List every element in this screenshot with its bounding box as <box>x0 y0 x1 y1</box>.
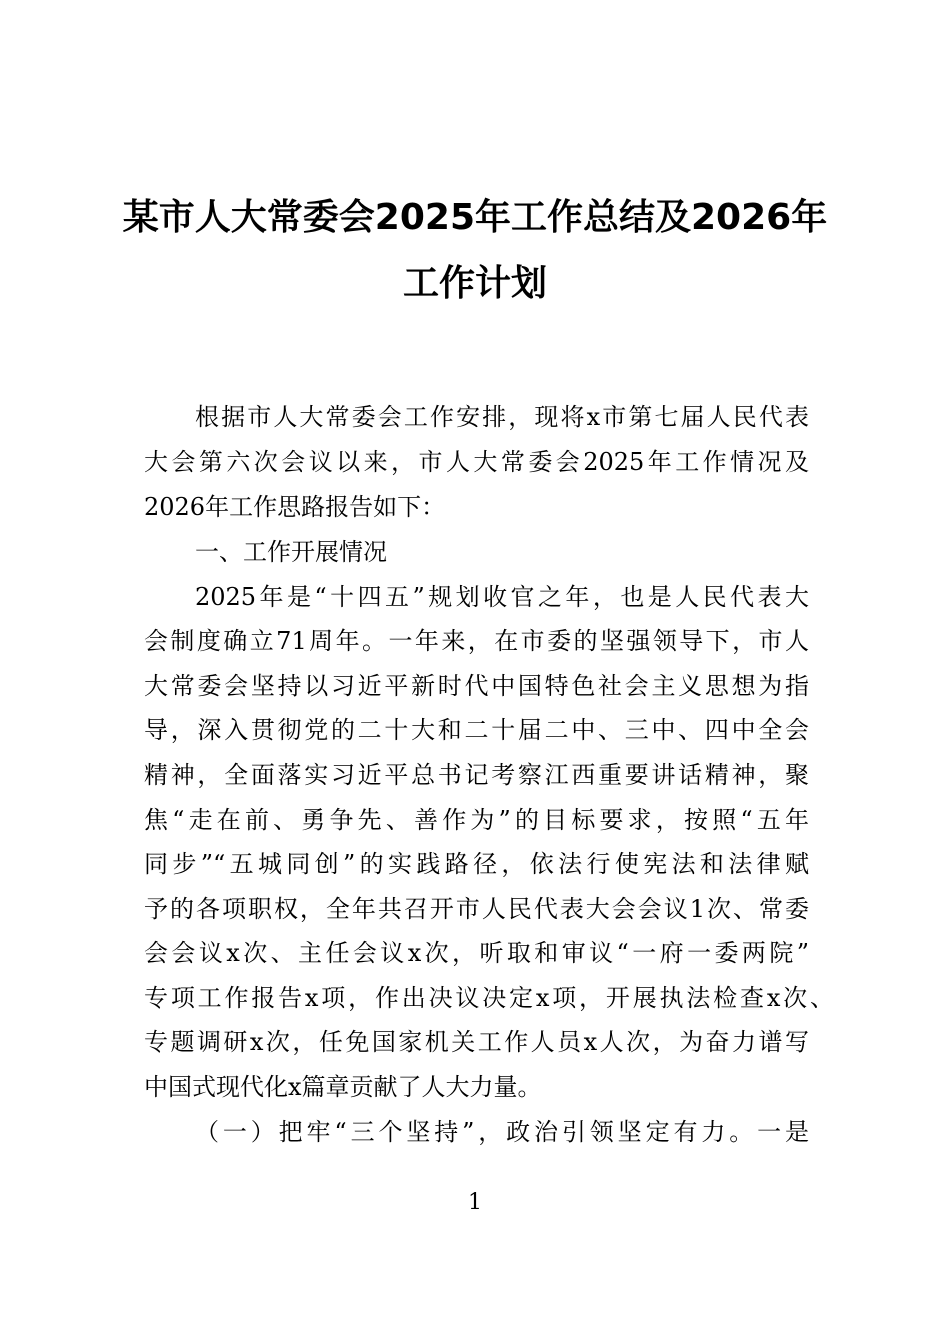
body-paragraph-line: 会制度确立71周年。一年来，在市委的坚强领导下，市人 <box>144 627 809 655</box>
body-paragraph-line: 中国式现代化x篇章贡献了人大力量。 <box>144 1073 542 1101</box>
document-title-line-2: 工作计划 <box>402 263 547 304</box>
body-paragraph-line: 专项工作报告x项，作出决议决定x项，开展执法检查x次、 <box>144 984 834 1012</box>
intro-paragraph-line: 根据市人大常委会工作安排，现将x市第七届人民代表 <box>195 403 809 431</box>
body-paragraph-line: 精神，全面落实习近平总书记考察江西重要讲话精神，聚 <box>144 761 809 789</box>
body-paragraph-line: 予的各项职权，全年共召开市人民代表大会会议1次、常委 <box>144 895 809 923</box>
page-number: 1 <box>468 1190 482 1215</box>
intro-paragraph-line: 2026年工作思路报告如下： <box>144 493 446 521</box>
subsection-paragraph-line: （一）把牢“三个坚持”，政治引领坚定有力。一是 <box>195 1118 809 1146</box>
body-paragraph-line: 会会议x次、主任会议x次，听取和审议“一府一委两院” <box>144 939 809 967</box>
body-paragraph-line: 导，深入贯彻党的二十大和二十届二中、三中、四中全会 <box>144 716 809 744</box>
body-paragraph-line: 大常委会坚持以习近平新时代中国特色社会主义思想为指 <box>144 672 809 700</box>
body-paragraph-line: 专题调研x次，任免国家机关工作人员x人次，为奋力谱写 <box>144 1028 809 1056</box>
body-paragraph-line: 同步”“五城同创”的实践路径，依法行使宪法和法律赋 <box>144 850 809 878</box>
intro-paragraph-line: 大会第六次会议以来，市人大常委会2025年工作情况及 <box>144 448 809 476</box>
document-title-line-1: 某市人大常委会2025年工作总结及2026年 <box>122 197 828 238</box>
body-paragraph-line: 2025年是“十四五”规划收官之年，也是人民代表大 <box>195 583 809 611</box>
body-paragraph-line: 焦“走在前、勇争先、善作为”的目标要求，按照“五年 <box>144 806 809 834</box>
section-heading: 一、工作开展情况 <box>195 538 387 566</box>
